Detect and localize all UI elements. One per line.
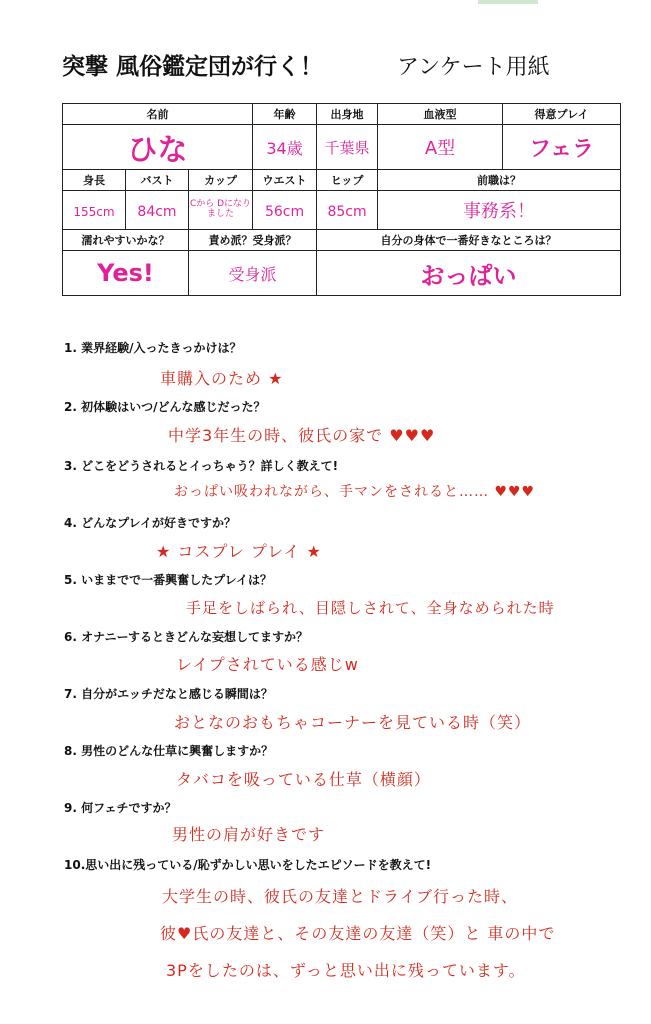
profile-label-row-3	[63, 230, 621, 251]
label-previous-job: 前職は？	[378, 170, 621, 191]
question-1: 1. 業界経験/入ったきっかけは？	[64, 341, 242, 355]
question-9: 9. 何フェチですか？	[64, 801, 177, 815]
profile-value-row-2	[63, 191, 621, 230]
label-role: 責め派？受身派？	[189, 230, 317, 251]
label-blood-type: 血液型	[378, 104, 503, 125]
profile-table	[62, 103, 621, 296]
value-hip: 85cm	[327, 203, 367, 220]
question-6: 6. オナニーするときどんな妄想してますか？	[64, 630, 309, 644]
value-wetness: Yes!	[97, 259, 154, 287]
profile-value-row-1	[63, 125, 621, 170]
answer-10-line-1: 大学生の時、彼氏の友達とドライブ行った時、	[162, 887, 519, 906]
question-2: 2. 初体験はいつ/どんな感じだった？	[64, 400, 266, 414]
answer-10-line-2: 彼♥氏の友達と、その友達の友達（笑）と 車の中で	[160, 924, 556, 943]
label-favorite-play: 得意プレイ	[503, 104, 621, 125]
corner-mark	[478, 0, 538, 4]
answer-5: 手足をしばられ、目隠しされて、全身なめられた時	[186, 599, 555, 617]
value-role: 受身派	[228, 264, 277, 284]
answer-9: 男性の肩が好きです	[172, 825, 326, 844]
answer-4: ★ コスプレ プレイ ★	[156, 542, 322, 561]
value-height: 155cm	[73, 204, 115, 219]
answer-3: おっぱい吸われながら、手マンをされると…… ♥♥♥	[174, 484, 536, 500]
value-cup: Cから Dになりました	[189, 199, 252, 219]
profile-label-row-2	[63, 170, 621, 191]
label-height: 身長	[63, 170, 126, 191]
value-favorite-body-part: おっぱい	[420, 261, 517, 290]
answer-2: 中学3年生の時、彼氏の家で ♥♥♥	[168, 426, 436, 445]
answer-7: おとなのおもちゃコーナーを見ている時（笑）	[174, 713, 532, 732]
value-waist: 56cm	[264, 203, 305, 220]
label-hip: ヒップ	[317, 170, 378, 191]
label-favorite-body-part: 自分の身体で一番好きなところは？	[317, 230, 621, 251]
profile-label-row-1	[63, 104, 621, 125]
header	[62, 48, 622, 88]
answer-8: タバコを吸っている仕草（横顔）	[176, 770, 431, 789]
value-name: ひな	[127, 133, 188, 168]
question-4: 4. どんなプレイが好きですか？	[64, 516, 237, 530]
question-5: 5. いままでで一番興奮したプレイは？	[64, 573, 273, 587]
form-title: 突撃 風俗鑑定団が行く！	[62, 54, 324, 80]
value-blood-type: A型	[424, 138, 456, 159]
label-cup: カップ	[189, 170, 253, 191]
value-hometown: 千葉県	[324, 138, 370, 157]
question-7: 7. 自分がエッチだなと感じる瞬間は？	[64, 687, 273, 701]
label-waist: ウエスト	[253, 170, 317, 191]
answer-10-line-3: 3Pをしたのは、ずっと思い出に残っています。	[166, 961, 526, 980]
question-8: 8. 男性のどんな仕草に興奮しますか？	[64, 744, 274, 758]
question-10: 10.思い出に残っている/恥ずかしい思いをしたエピソードを教えて!	[64, 858, 432, 872]
answer-1: 車購入のため ★	[160, 369, 284, 388]
answer-6: レイプされている感じw	[176, 655, 359, 674]
form-subtitle: アンケート用紙	[397, 55, 550, 80]
label-wetness: 濡れやすいかな？	[63, 230, 189, 251]
profile-value-row-3	[63, 251, 621, 296]
label-bust: バスト	[126, 170, 189, 191]
value-bust: 84cm	[137, 203, 177, 220]
label-name: 名前	[63, 104, 253, 125]
label-hometown: 出身地	[317, 104, 378, 125]
value-age: 34歳	[266, 138, 303, 158]
question-3: 3. どこをどうされるとイっちゃう？詳しく教えて!	[64, 459, 339, 473]
value-favorite-play: フェラ	[529, 136, 594, 162]
value-previous-job: 事務系！	[463, 201, 536, 222]
label-age: 年齢	[253, 104, 317, 125]
